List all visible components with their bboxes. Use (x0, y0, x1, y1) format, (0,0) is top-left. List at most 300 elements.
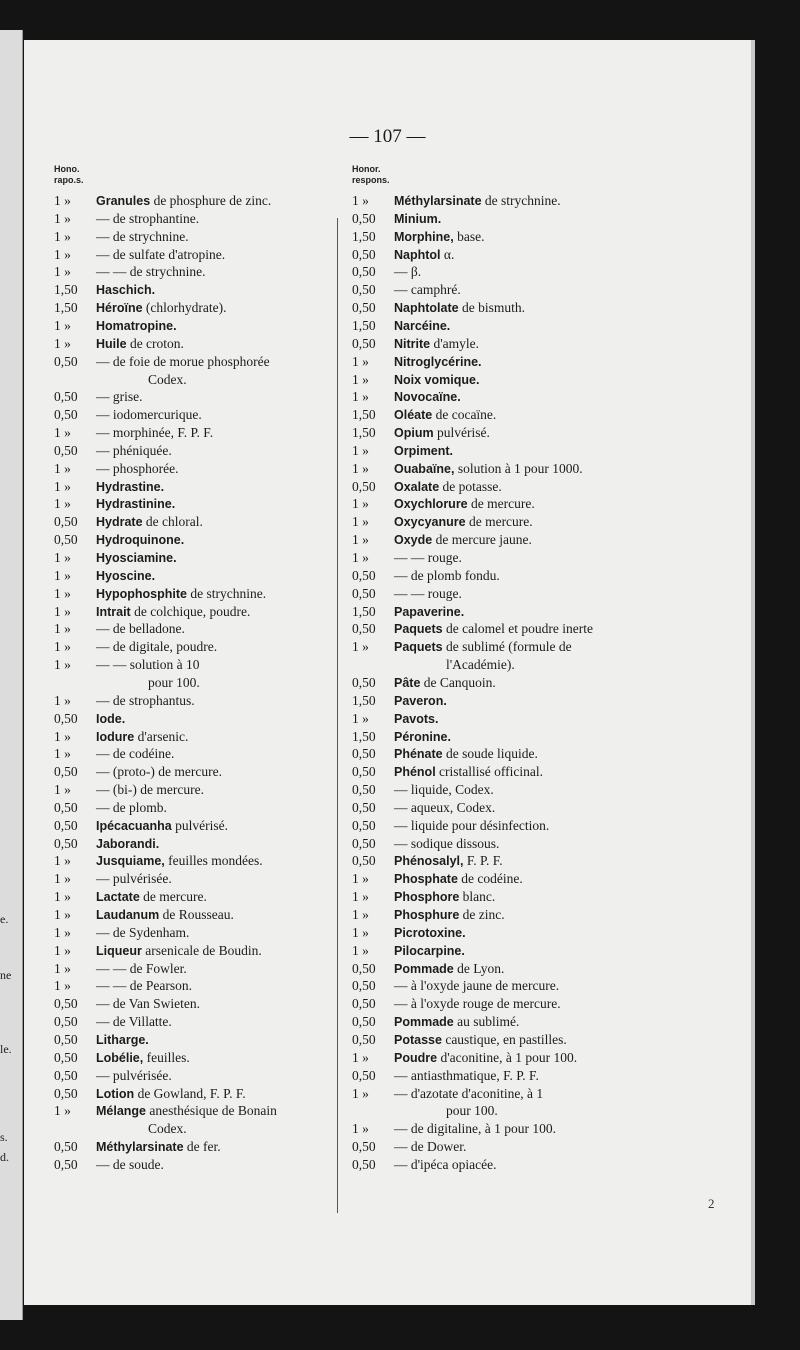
entry-text (394, 1138, 466, 1156)
entry-text (96, 478, 164, 496)
entry-text (394, 281, 461, 299)
entry-description: feuilles. (143, 1049, 190, 1065)
entry-text (394, 728, 451, 746)
entry-price: 0,50 (54, 514, 78, 530)
entry-price: 1 » (54, 585, 71, 601)
entry-text (96, 513, 203, 531)
entry-product-name: Liqueur (96, 943, 142, 958)
price-list-entry (352, 1031, 642, 1049)
page-edge-shadow (751, 40, 755, 1305)
entry-text (394, 674, 496, 692)
entry-price: 1 » (54, 746, 71, 762)
price-list-entry (352, 246, 642, 264)
entry-description: (chlorhydrate). (142, 300, 227, 316)
price-list-entry (54, 674, 344, 692)
price-list-entry (352, 674, 642, 692)
price-list-entry (54, 942, 344, 960)
entry-text (394, 638, 572, 656)
entry-product-name: Nitroglycérine. (394, 354, 482, 369)
entry-price: 1 » (54, 550, 71, 565)
price-list-entry (352, 799, 642, 817)
price-list-entry (54, 495, 344, 513)
entry-price: 0,50 (54, 799, 78, 815)
entry-product-name: Naphtolate (394, 301, 459, 316)
entry-description: — de codéine. (96, 746, 175, 762)
entry-text (96, 299, 227, 317)
entry-product-name: Noix vomique. (394, 372, 480, 387)
price-list-entry (54, 1085, 344, 1103)
entry-price: 0,50 (352, 282, 376, 298)
price-list-entry (352, 977, 642, 995)
entry-price: 0,50 (352, 300, 376, 316)
entry-description: anesthésique de Bonain (146, 1103, 277, 1119)
entry-product-name: Picrotoxine. (394, 925, 466, 940)
entry-product-name: Hydrate (96, 515, 143, 530)
entry-price: 1 » (352, 1085, 369, 1101)
price-list-entry (54, 1138, 344, 1156)
entry-text (96, 388, 143, 406)
price-list-entry (54, 1156, 344, 1174)
price-list-entry (54, 228, 344, 246)
entry-price: 1 » (54, 621, 71, 637)
left-column-header (54, 164, 84, 186)
entry-text (446, 656, 515, 674)
entry-price: 0,50 (54, 442, 78, 458)
entry-text (394, 995, 561, 1013)
entry-price: 1,50 (352, 603, 376, 619)
price-list-entry (352, 442, 642, 460)
entry-text (394, 924, 466, 942)
entry-description: de Gowland, F. P. F. (134, 1085, 246, 1101)
entry-price: 0,50 (352, 1067, 376, 1083)
price-list-entry (54, 906, 344, 924)
entry-price: 0,50 (54, 817, 78, 833)
price-list-entry (54, 210, 344, 228)
entry-description: de Lyon. (453, 960, 505, 976)
entry-price: 1 » (54, 603, 71, 619)
price-list-entry (352, 478, 642, 496)
price-list-entry (54, 299, 344, 317)
entry-text (96, 424, 213, 442)
entry-price: 1,50 (352, 425, 376, 441)
price-list-entry (54, 406, 344, 424)
entry-text (394, 585, 462, 603)
entry-text (96, 960, 187, 978)
price-list-entry (352, 924, 642, 942)
entry-product-name: Naphtol (394, 247, 441, 262)
price-list-entry (54, 1013, 344, 1031)
price-list-entry (54, 817, 344, 835)
price-list-entry (352, 1067, 642, 1085)
entry-description: — — de Fowler. (96, 960, 187, 976)
entry-description: pour 100. (148, 674, 200, 690)
entry-description: pour 100. (446, 1103, 498, 1119)
entry-price: 1 » (352, 1049, 369, 1065)
price-list-entry (352, 495, 642, 513)
entry-price: 0,50 (352, 1139, 376, 1155)
entry-product-name: Phénosalyl, (394, 854, 464, 869)
price-list-entry (54, 977, 344, 995)
entry-text (394, 478, 502, 496)
entry-text (96, 228, 189, 246)
entry-text (394, 424, 490, 442)
price-list-entry (352, 656, 642, 674)
entry-description: cristallisé officinal. (435, 764, 544, 780)
entry-text (394, 531, 532, 549)
entry-price: 1 » (54, 425, 71, 441)
entry-price: 1 » (54, 639, 71, 655)
entry-text (96, 335, 184, 353)
entry-price: 1 » (352, 907, 369, 922)
entry-description: Codex. (148, 1121, 187, 1137)
entry-text (96, 353, 270, 371)
entry-description: — de plomb fondu. (394, 567, 500, 583)
entry-product-name: Péronine. (394, 729, 451, 744)
entry-text (394, 781, 494, 799)
left-header-line: Hono. (54, 164, 80, 174)
entry-description: l'Académie). (446, 657, 515, 673)
entry-description: pulvérisé. (433, 425, 490, 441)
entry-description: — — de strychnine. (96, 264, 206, 280)
entry-text (96, 531, 184, 549)
entry-text (96, 1102, 277, 1120)
signature-mark: 2 (708, 1196, 715, 1211)
price-list-entry (54, 710, 344, 728)
entry-description: — antiasthmatique, F. P. F. (394, 1067, 539, 1083)
entry-price: 1,50 (54, 300, 78, 316)
entry-description: d'arsenic. (134, 728, 189, 744)
price-list-entry (54, 835, 344, 853)
entry-description: Codex. (148, 371, 187, 387)
entry-description: — — solution à 10 (96, 657, 200, 673)
entry-text (96, 317, 177, 335)
left-page-fragment: d. (0, 1150, 9, 1164)
price-list-entry (54, 442, 344, 460)
entry-price: 0,50 (352, 210, 376, 226)
price-list-entry (54, 567, 344, 585)
entry-text (394, 1085, 543, 1103)
entry-price: 1 » (54, 782, 71, 798)
entry-price: 1 » (352, 371, 369, 387)
entry-text (394, 906, 505, 924)
entry-price: 1 » (54, 657, 71, 673)
entry-text (96, 781, 204, 799)
price-list-entry (352, 228, 642, 246)
entry-text (394, 1120, 556, 1138)
price-list-entry (352, 620, 642, 638)
entry-product-name: Narcéine. (394, 318, 451, 333)
entry-description: de mercure jaune. (432, 532, 532, 548)
entry-product-name: Méthylarsinate (394, 194, 482, 208)
entry-product-name: Paveron. (394, 693, 447, 708)
entry-price: 0,50 (54, 710, 78, 726)
entry-text (394, 799, 495, 817)
entry-product-name: Méthylarsinate (96, 1140, 184, 1155)
entry-text (96, 1138, 221, 1156)
price-list-entry (54, 317, 344, 335)
entry-text (394, 1013, 519, 1031)
entry-product-name: Hydroquinone. (96, 533, 185, 548)
entry-text (96, 745, 174, 763)
entry-description: de strychnine. (481, 193, 561, 208)
price-list-entry (54, 960, 344, 978)
entry-price: 1 » (54, 264, 71, 280)
price-list-entry (352, 371, 642, 389)
entry-text (394, 406, 496, 424)
entry-price: 1 » (54, 193, 71, 208)
entry-text (96, 263, 205, 281)
entry-product-name: Hydrastine. (96, 479, 165, 494)
price-list-entry (54, 603, 344, 621)
price-list-entry (352, 317, 642, 335)
price-list-entry (54, 1102, 344, 1120)
entry-text (96, 1156, 164, 1174)
entry-description: de mercure. (467, 496, 535, 512)
entry-text (96, 710, 125, 728)
price-list-entry (54, 424, 344, 442)
entry-text (394, 960, 504, 978)
entry-product-name: Lotion (96, 1086, 135, 1101)
entry-text (394, 620, 593, 638)
entry-price: 1 » (54, 210, 71, 226)
entry-text (148, 1120, 187, 1138)
entry-price: 0,50 (352, 853, 376, 869)
entry-product-name: Ouabaïne, (394, 461, 455, 476)
entry-text (96, 603, 250, 621)
entry-text (446, 1102, 498, 1120)
left-page-fragment: ne (0, 968, 12, 982)
price-list-entry (54, 513, 344, 531)
entry-price: 0,50 (352, 978, 376, 994)
entry-price: 0,50 (54, 764, 78, 780)
entry-price: 0,50 (352, 674, 376, 690)
entry-description: blanc. (459, 889, 496, 905)
entry-text (96, 210, 199, 228)
entry-text (96, 763, 222, 781)
entry-text (96, 1049, 190, 1067)
entry-description: — de belladone. (96, 621, 185, 637)
entry-text (394, 353, 482, 371)
entry-description: — (bi-) de mercure. (96, 782, 204, 798)
price-list-entry (54, 781, 344, 799)
entry-text (96, 906, 234, 924)
entry-description: — pulvérisée. (96, 871, 172, 887)
entry-price: 1 » (54, 692, 71, 708)
entry-text (96, 924, 189, 942)
entry-price: 1,50 (352, 692, 376, 708)
entry-product-name: Papaverine. (394, 604, 465, 619)
entry-product-name: Haschich. (96, 283, 156, 298)
entry-price: 1 » (54, 228, 71, 244)
left-page-fragment: le. (0, 1042, 12, 1056)
entry-description: — pulvérisée. (96, 1067, 172, 1083)
adjacent-page-edge (0, 30, 23, 1320)
entry-price: 1 » (352, 193, 369, 208)
entry-price: 1 » (352, 442, 369, 458)
entry-product-name: Homatropine. (96, 318, 177, 333)
entry-text (394, 888, 495, 906)
entry-price: 1 » (352, 389, 369, 405)
entry-price: 0,50 (54, 389, 78, 405)
entry-description: — de Van Swieten. (96, 996, 200, 1012)
entry-text (394, 442, 453, 460)
price-list-entry (54, 460, 344, 478)
entry-price: 0,50 (352, 799, 376, 815)
entry-description: de bismuth. (458, 300, 525, 316)
entry-text (96, 870, 172, 888)
entry-price: 0,50 (54, 407, 78, 423)
entry-description: — liquide pour désinfection. (394, 817, 550, 833)
price-list-entry (54, 692, 344, 710)
entry-text (394, 460, 583, 478)
entry-description: — à l'oxyde rouge de mercure. (394, 996, 561, 1012)
entry-product-name: Hyoscine. (96, 568, 156, 583)
entry-description: de phosphure de zinc. (150, 193, 272, 208)
entry-product-name: Huile (96, 336, 127, 351)
price-list-entry (352, 549, 642, 567)
entry-text (394, 567, 500, 585)
price-list-entry (352, 960, 642, 978)
entry-description: — aqueux, Codex. (394, 799, 496, 815)
entry-description: — d'azotate d'aconitine, à 1 (394, 1085, 544, 1101)
entry-product-name: Minium. (394, 211, 442, 226)
entry-product-name: Hypophosphite (96, 586, 187, 601)
entry-description: — morphinée, F. P. F. (96, 425, 214, 441)
entry-price: 0,50 (54, 1067, 78, 1083)
entry-text (394, 977, 559, 995)
entry-text (394, 513, 533, 531)
entry-price: 0,50 (54, 1049, 78, 1065)
entry-product-name: Hydrastinine. (96, 497, 176, 512)
entry-description: de sublimé (formule de (442, 639, 572, 655)
entry-description: — de soude. (96, 1156, 164, 1172)
entry-price: 0,50 (54, 1156, 78, 1172)
entry-product-name: Ipécacuanha (96, 818, 172, 833)
entry-price: 0,50 (352, 960, 376, 976)
entry-text (96, 888, 207, 906)
entry-description: — camphré. (394, 282, 461, 298)
price-list-entry (352, 763, 642, 781)
entry-product-name: Oxychlorure (394, 497, 468, 512)
entry-description: — iodomercurique. (96, 407, 202, 423)
entry-price: 1 » (352, 550, 369, 565)
entry-text (394, 710, 438, 728)
price-list-entry (352, 567, 642, 585)
entry-price: 0,50 (352, 835, 376, 851)
entry-product-name: Paquets (394, 640, 443, 655)
entry-text (96, 442, 172, 460)
entry-price: 0,50 (352, 335, 376, 351)
entry-product-name: Potasse (394, 1032, 442, 1047)
entry-price: 1 » (54, 460, 71, 476)
price-list-entry (352, 888, 642, 906)
price-list-entry (54, 1120, 344, 1138)
price-list-entry (352, 1049, 642, 1067)
entry-text (96, 799, 167, 817)
entry-text (96, 852, 263, 870)
entry-text (96, 1067, 172, 1085)
entry-description: arsenicale de Boudin. (141, 942, 262, 958)
entry-description: de fer. (183, 1139, 221, 1155)
entry-text (394, 870, 523, 888)
entry-text (96, 942, 262, 960)
entry-price: 0,50 (54, 835, 78, 851)
price-list-entry (54, 620, 344, 638)
entry-price: 0,50 (54, 532, 78, 548)
entry-price: 1 » (352, 942, 369, 958)
price-list-entry (54, 246, 344, 264)
entry-text (96, 656, 200, 674)
entry-price: 1 » (352, 496, 369, 512)
price-list-entry (54, 371, 344, 389)
entry-product-name: Oxycyanure (394, 515, 466, 530)
price-list-entry (352, 1102, 642, 1120)
entry-text (96, 638, 217, 656)
entry-text (394, 1067, 539, 1085)
entry-description: feuilles mondées. (164, 853, 263, 869)
price-list-entry (352, 513, 642, 531)
entry-text (394, 852, 503, 870)
price-list-entry (352, 406, 642, 424)
price-list-entry (352, 710, 642, 728)
entry-product-name: Intrait (96, 604, 131, 619)
entry-description: — phéniquée. (96, 442, 172, 458)
entry-price: 1 » (54, 924, 71, 940)
entry-description: — (proto-) de mercure. (96, 764, 222, 780)
entry-price: 1 » (54, 567, 71, 583)
entry-price: 1 » (352, 710, 369, 726)
entry-price: 0,50 (352, 246, 376, 262)
entry-product-name: Litharge. (96, 1032, 149, 1047)
entry-product-name: Orpiment. (394, 443, 454, 458)
price-list-entry (54, 656, 344, 674)
entry-text (394, 371, 479, 389)
entry-description: base. (453, 228, 485, 244)
entry-product-name: Pommade (394, 1015, 454, 1030)
entry-price: 0,50 (54, 1014, 78, 1030)
entry-text (96, 246, 225, 264)
price-list-entry (352, 817, 642, 835)
entry-price: 1 » (54, 335, 71, 351)
entry-product-name: Novocaïne. (394, 390, 461, 405)
price-list-entry (352, 1156, 642, 1174)
entry-description: — de digitale, poudre. (96, 639, 218, 655)
price-list-entry (352, 870, 642, 888)
entry-text (394, 692, 447, 710)
entry-product-name: Laudanum (96, 908, 160, 922)
entry-text (96, 549, 177, 567)
entry-description: de soude liquide. (442, 746, 538, 762)
price-list-entry (352, 781, 642, 799)
entry-description: de chloral. (142, 514, 203, 530)
entry-description: au sublimé. (453, 1014, 520, 1030)
entry-description: de cocaïne. (432, 407, 497, 423)
entry-description: — de foie de morue phosphorée (96, 353, 270, 369)
entry-text (96, 1085, 246, 1103)
entry-description: de Canquoin. (420, 674, 496, 690)
entry-text (394, 210, 441, 228)
price-list-entry (352, 852, 642, 870)
entry-text (96, 977, 192, 995)
price-list-entry (352, 388, 642, 406)
entry-description: de Rousseau. (159, 907, 234, 922)
entry-price: 1,50 (352, 728, 376, 744)
entry-description: — liquide, Codex. (394, 782, 494, 798)
entry-product-name: Jusquiame, (96, 854, 165, 869)
price-list-entry (54, 531, 344, 549)
entry-price: 1,50 (54, 282, 78, 298)
entry-description: caustique, en pastilles. (441, 1031, 567, 1047)
